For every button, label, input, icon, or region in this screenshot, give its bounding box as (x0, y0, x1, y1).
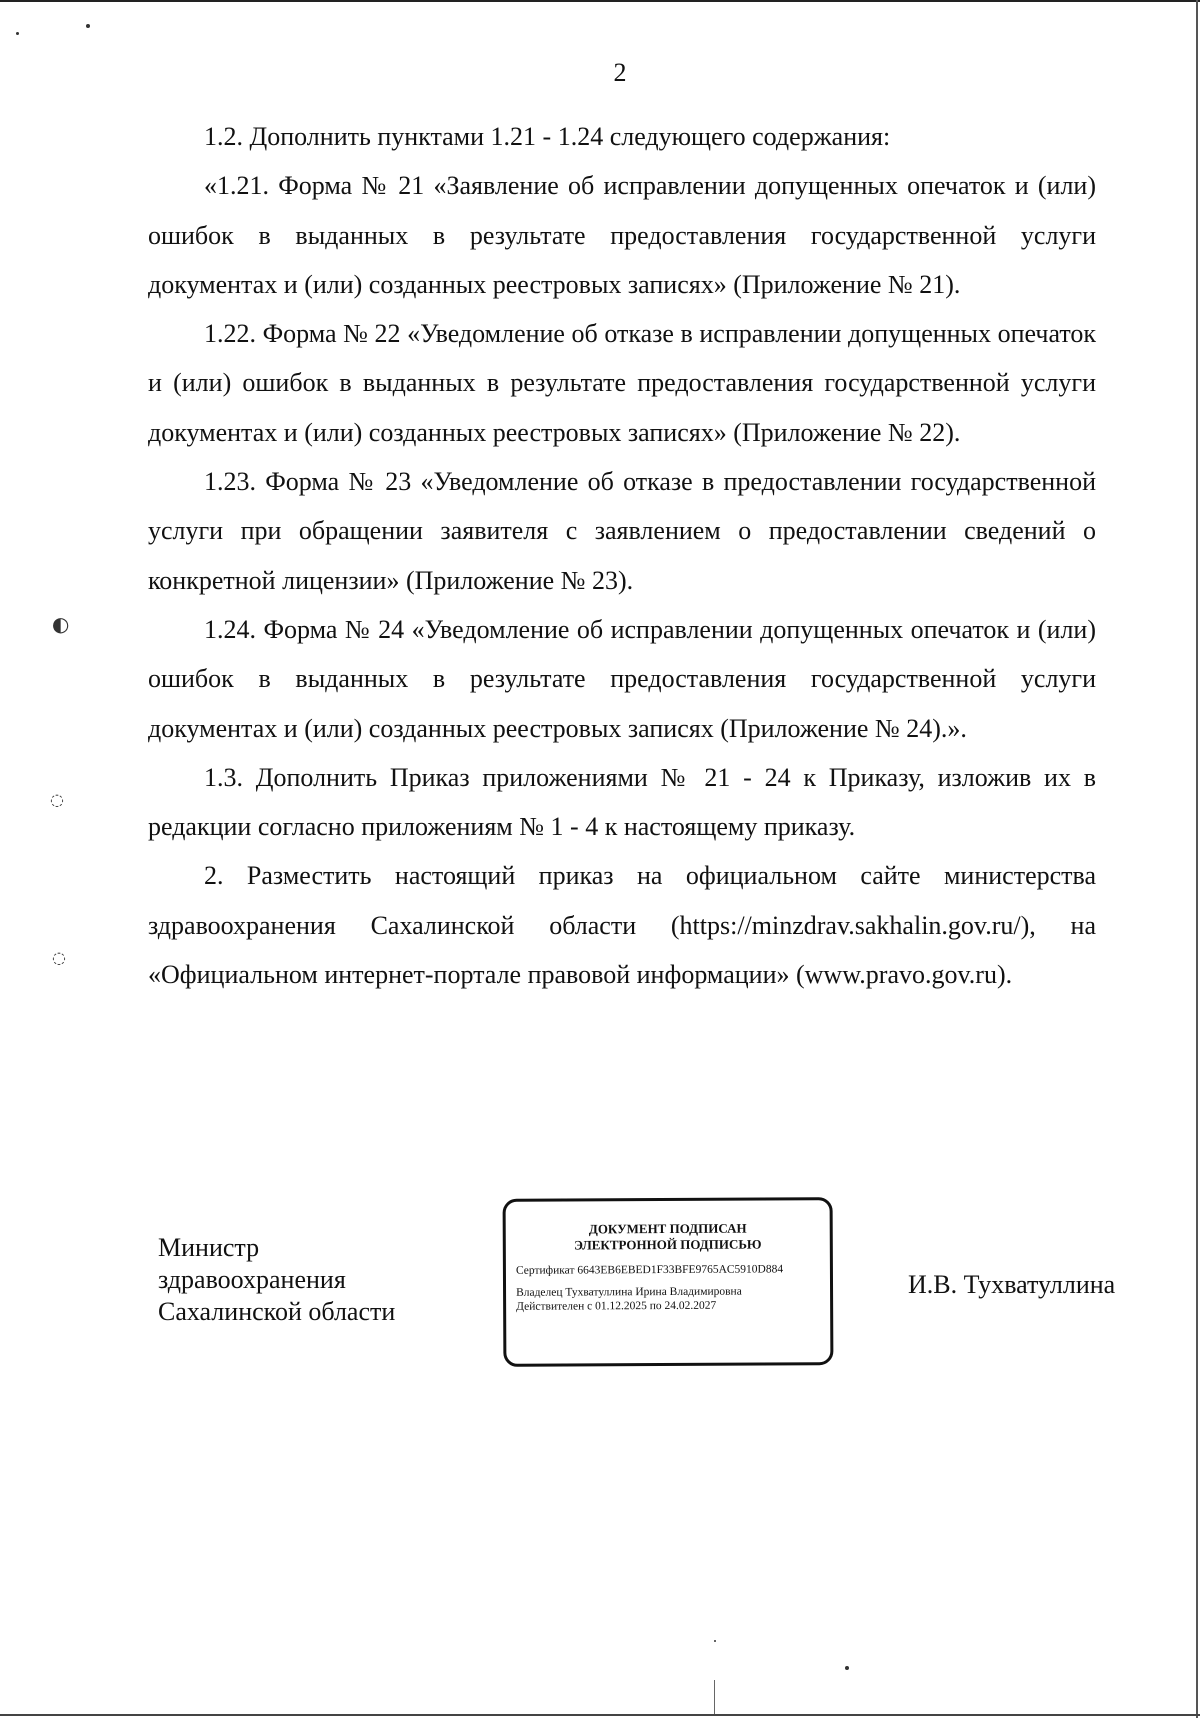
punch-mark-3: ◌ (52, 948, 66, 967)
paragraph-1-23: 1.23. Форма № 23 «Уведомление об отказе в предоставлении государственной услуги при обращении заявителя с заявлением о предоставлении сведений о конкретной лицензии» (Приложение № 23). (148, 467, 1096, 595)
paragraph-1-22: 1.22. Форма № 22 «Уведомление об отказе в исправлении допущенных опечаток и (или) ошибок в выданных в результате предоставления государственной услуги документах и (или) созданных реестровых записях» (Приложение № 22). (148, 319, 1096, 447)
paragraph-2: 2. Разместить настоящий приказ на официальном сайте министерства здравоохранения Сахалинской области (https://minzdrav.sakhalin.gov.ru/), на «Официальном интернет-портале правовой информации» (www.pravo.gov.ru). (148, 861, 1096, 990)
scan-mark-vertical (714, 1680, 715, 1714)
speck (86, 24, 90, 28)
page-number: 2 (613, 58, 627, 87)
signatory-name: И.В. Тухватуллина (908, 1270, 1116, 1299)
stamp-title (516, 1220, 820, 1254)
paragraph-1-2: 1.2. Дополнить пунктами 1.21 - 1.24 следующего содержания: (204, 122, 891, 151)
electronic-signature-stamp (503, 1197, 834, 1367)
scan-edge-right (1196, 0, 1198, 1718)
signatory-position-line: здравоохранения (158, 1265, 346, 1294)
paragraph-1-3: 1.3. Дополнить Приказ приложениями № 21 - 24 к Приказу, изложив их в редакции согласно приложениям № 1 - 4 к настоящему приказу. (148, 762, 1096, 842)
document-body (148, 112, 1096, 999)
scan-edge-top (0, 0, 1200, 2)
stamp-validity: Действителен с 01.12.2025 по 24.02.2027 (516, 1299, 717, 1313)
paragraph-1-24: 1.24. Форма № 24 «Уведомление об исправлении допущенных опечаток и (или) ошибок в выданных в результате предоставления государственной услуги документах и (или) созданных реестровых записях (Приложение № 24).». (148, 614, 1096, 743)
signatory-position (158, 1232, 395, 1328)
stamp-title-line: ДОКУМЕНТ ПОДПИСАН (588, 1220, 747, 1237)
speck (845, 1666, 849, 1670)
paragraph-1-21: «1.21. Форма № 21 «Заявление об исправлении допущенных опечаток и (или) ошибок в выданных в результате предоставления государственной услуги документах и (или) созданных реестровых записях» (Приложение № 21). (148, 171, 1096, 299)
stamp-title-line: ЭЛЕКТРОННОЙ ПОДПИСЬЮ (574, 1236, 762, 1253)
scan-edge-bottom (0, 1714, 1200, 1716)
speck (16, 32, 19, 35)
punch-mark-2: ◌ (50, 790, 64, 809)
stamp-certificate: Сертификат 6643EB6EBED1F33BFE9765AC5910D884 (515, 1263, 784, 1277)
stamp-owner: Владелец Тухватуллина Ирина Владимировна (516, 1285, 742, 1299)
signatory-position-line: Сахалинской области (158, 1297, 396, 1326)
punch-mark-1: ◐ (52, 612, 70, 636)
signatory-position-line: Министр (158, 1233, 260, 1262)
speck (714, 1640, 716, 1642)
